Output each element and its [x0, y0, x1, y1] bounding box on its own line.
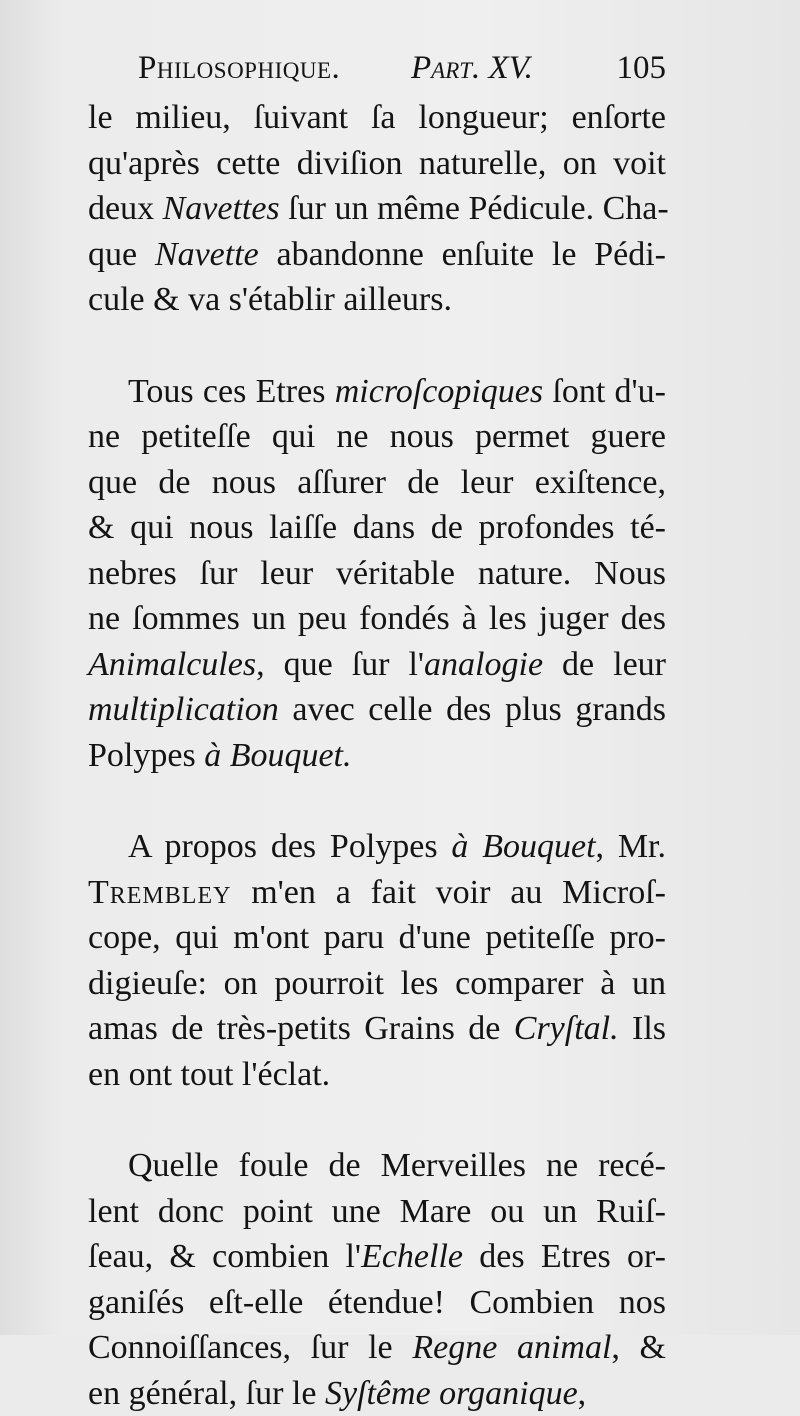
text-line: [88, 1143, 666, 1189]
text-segment: m'en a fait voir au Microſ-: [231, 874, 666, 911]
text-segment: Ils: [619, 1010, 666, 1047]
text-line: [88, 642, 666, 688]
text-segment: amas de très-petits Grains de: [88, 1010, 514, 1047]
text-line: [88, 1280, 666, 1326]
text-body: [88, 95, 666, 1416]
text-segment: ne petiteſſe qui ne nous permet guere: [88, 418, 666, 455]
italic-text: microſcopiques: [335, 373, 543, 410]
italic-text: Regne animal: [412, 1329, 611, 1366]
text-segment: cule & va s'établir ailleurs.: [88, 281, 452, 318]
text-segment: en général, ſur le: [88, 1375, 325, 1412]
italic-text: Syſtême organique: [325, 1375, 578, 1412]
running-header: [138, 42, 666, 94]
text-segment: le milieu, ſuivant ſa longueur; enſorte: [88, 99, 666, 136]
text-segment: digieuſe: on pourroit les comparer à un: [88, 965, 666, 1002]
text-line: [88, 915, 666, 961]
text-segment: , &: [611, 1329, 666, 1366]
text-line: [88, 551, 666, 597]
text-line: [88, 460, 666, 506]
text-line: [88, 1189, 666, 1235]
text-segment: nebres ſur leur véritable nature. Nous: [88, 555, 666, 592]
text-segment: Polypes: [88, 737, 204, 774]
text-segment: que: [88, 236, 155, 273]
italic-text: Navette: [155, 236, 259, 273]
text-segment: Quelle foule de Merveilles ne recé-: [128, 1147, 666, 1184]
text-line: [88, 277, 666, 323]
text-segment: que de nous aſſurer de leur exiſtence,: [88, 464, 666, 501]
text-line: [88, 824, 666, 870]
text-line: [88, 1234, 666, 1280]
smallcaps-name: Trembley: [88, 874, 231, 911]
text-segment: ſeau, & combien l': [88, 1238, 361, 1275]
text-segment: & qui nous laiſſe dans de profondes té-: [88, 509, 666, 546]
text-segment: , que ſur l': [256, 646, 424, 683]
text-line: [88, 1006, 666, 1052]
text-segment: ganiſés eſt-elle étendue! Combien nos: [88, 1284, 666, 1321]
text-line: [88, 961, 666, 1007]
text-segment: ſur un même Pédicule. Cha-: [280, 190, 669, 227]
text-segment: , Mr.: [596, 828, 666, 865]
text-segment: Tous ces Etres: [128, 373, 335, 410]
text-segment: en ont tout l'éclat.: [88, 1056, 330, 1093]
text-segment: ne ſommes un peu fondés à les juger des: [88, 600, 666, 637]
text-line: [88, 369, 666, 415]
text-line: [88, 232, 666, 278]
header-title: Philosophique.: [138, 42, 340, 94]
paragraph: [88, 95, 666, 323]
text-segment: abandonne enſuite le Pédi-: [259, 236, 666, 273]
italic-text: à Bouquet: [451, 828, 595, 865]
text-segment: cope, qui m'ont paru d'une petiteſſe pro-: [88, 919, 666, 956]
text-segment: lent donc point une Mare ou un Ruiſ-: [88, 1193, 666, 1230]
italic-text: Cryſtal.: [514, 1010, 619, 1047]
text-segment: A propos des Polypes: [128, 828, 451, 865]
paragraph: [88, 824, 666, 1097]
paragraph: [88, 1143, 666, 1416]
text-segment: ,: [578, 1375, 587, 1412]
italic-text: Navettes: [163, 190, 280, 227]
text-line: [88, 687, 666, 733]
text-line: [88, 1325, 666, 1371]
text-line: [88, 1052, 666, 1098]
text-line: [88, 1371, 666, 1416]
text-line: [88, 870, 666, 916]
text-line: [88, 186, 666, 232]
italic-text: à Bouquet.: [204, 737, 351, 774]
text-segment: deux: [88, 190, 163, 227]
page-number: 105: [617, 42, 667, 94]
text-line: [88, 733, 666, 779]
text-line: [88, 505, 666, 551]
text-line: [88, 596, 666, 642]
text-line: [88, 95, 666, 141]
italic-text: multiplication: [88, 691, 279, 728]
paragraph: [88, 369, 666, 779]
text-segment: qu'après cette diviſion naturelle, on voit: [88, 145, 666, 182]
text-segment: Connoiſſances, ſur le: [88, 1329, 412, 1366]
text-segment: de leur: [543, 646, 666, 683]
text-line: [88, 414, 666, 460]
text-segment: avec celle des plus grands: [279, 691, 666, 728]
italic-text: Echelle: [361, 1238, 463, 1275]
text-line: [88, 141, 666, 187]
text-segment: ſont d'u-: [543, 373, 666, 410]
italic-text: Animalcules: [88, 646, 256, 683]
text-segment: des Etres or-: [463, 1238, 666, 1275]
header-part: Part. XV.: [411, 42, 533, 94]
italic-text: analogie: [424, 646, 543, 683]
